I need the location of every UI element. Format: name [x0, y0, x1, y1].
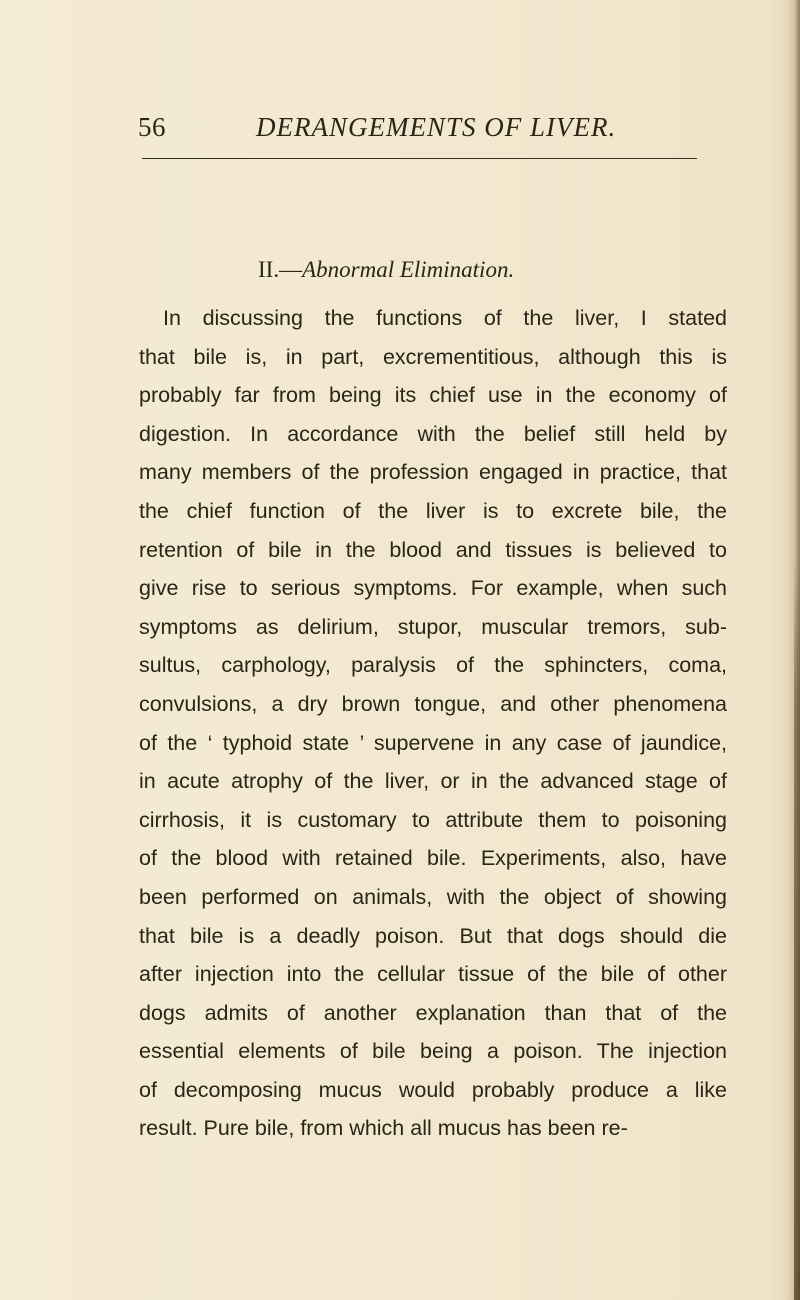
text-line: cirrhosis, it is customary to attribute them to poisoning [139, 807, 727, 832]
text-line: been performed on animals, with the object of showing [139, 884, 727, 909]
section-numeral: II.— [258, 257, 303, 282]
text-line: result. Pure bile, from which all mucus has been re- [139, 1116, 628, 1141]
text-line: retention of bile in the blood and tissues is believed to [139, 537, 727, 562]
text-line: convulsions, a dry brown tongue, and other phenomena [139, 691, 727, 716]
text-line: In discussing the functions of the liver, I stated [163, 306, 727, 330]
text-line: dogs admits of another explanation than that of the [139, 1000, 727, 1025]
running-title: DERANGEMENTS OF LIVER. [256, 112, 617, 142]
section-heading [258, 257, 514, 283]
page-edge-stain [794, 560, 800, 1300]
text-line: sultus, carphology, paralysis of the sphincters, coma, [139, 653, 727, 678]
running-head [138, 112, 698, 152]
text-line: digestion. In accordance with the belief still held by [139, 421, 727, 446]
text-line: probably far from being its chief use in the economy of [139, 383, 727, 408]
text-line: that bile is a deadly poison. But that dogs should die [139, 923, 727, 948]
text-line: after injection into the cellular tissue of the bile of other [139, 962, 727, 987]
page-number: 56 [138, 112, 166, 142]
text-line: symptoms as delirium, stupor, muscular tremors, sub- [139, 614, 727, 639]
text-line: of the blood with retained bile. Experiments, also, have [139, 846, 727, 871]
text-line: essential elements of bile being a poison. The injection [139, 1039, 727, 1064]
text-line: in acute atrophy of the liver, or in the advanced stage of [139, 769, 727, 794]
text-line: that bile is, in part, excrementitious, although this is [139, 344, 727, 369]
text-line: many members of the profession engaged in practice, that [139, 460, 727, 485]
header-rule [142, 158, 697, 159]
body-text [139, 299, 727, 1148]
text-line: of decomposing mucus would probably produce a like [139, 1077, 727, 1102]
text-line: of the ‘ typhoid state ’ supervene in any case of jaundice, [139, 730, 727, 755]
section-title: Abnormal Elimination. [302, 257, 515, 282]
text-line: the chief function of the liver is to excrete bile, the [139, 498, 727, 523]
text-line: give rise to serious symptoms. For example, when such [139, 576, 727, 601]
